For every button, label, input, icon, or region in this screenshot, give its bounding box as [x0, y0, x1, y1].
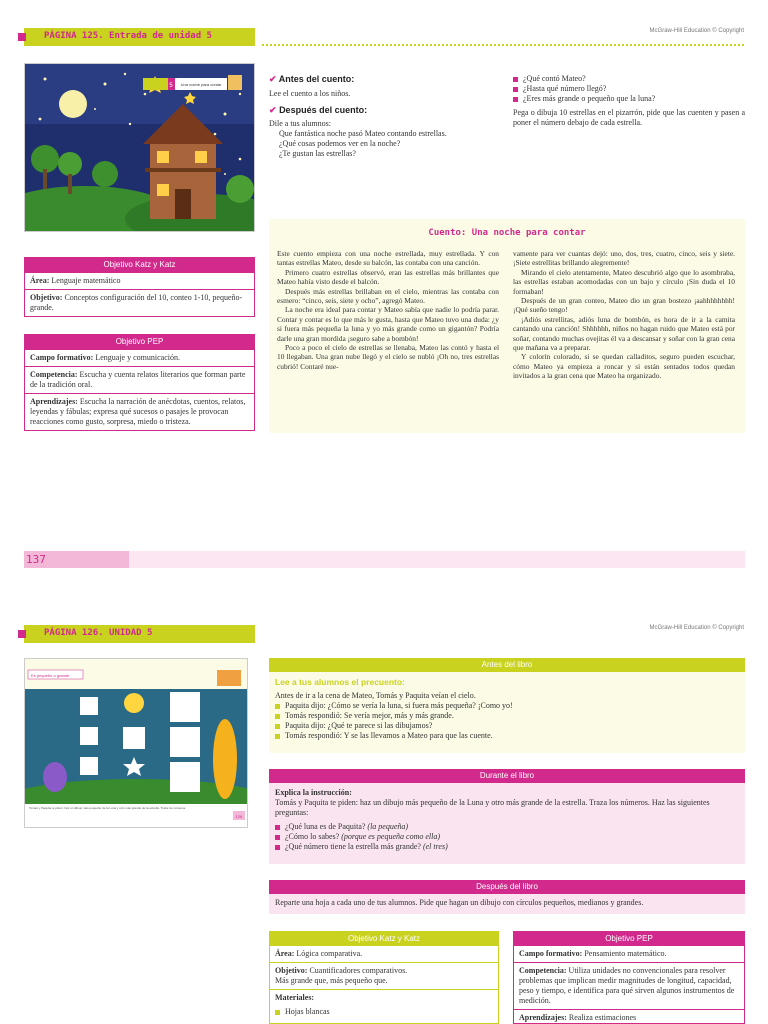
worksheet-illustration	[25, 659, 248, 828]
despues-cuento-line: ¿Qué cosas podemos ver en la noche?	[279, 139, 401, 148]
story-paragraph: vamente para ver cuantas dejó: uno, dos, tres, cuatro, cinco, seis y siete. ¡Siete estrellitas brillando alegremente!	[513, 249, 735, 268]
bottom-header-bar	[24, 625, 255, 643]
question-item: ¿Hasta qué número llegó?	[513, 84, 745, 94]
bottom-katz-box	[269, 931, 499, 1024]
story-paragraph: Primero cuatro estrellas observó, eran las estrellas más brillantes que Mateo había visto desde el balcón.	[277, 267, 499, 287]
story-paragraph: Después de un gran conteo, Mateo dio un gran bostezo ¡aahhhhhhhh! ¡Qué sueño tengo!	[513, 296, 735, 315]
antes-cuento-text: Lee el cuento a los niños.	[269, 89, 351, 98]
durante-libro-subtitle: Explica la instrucción:	[275, 788, 352, 797]
top-copyright: McGraw-Hill Education © Copyright	[649, 28, 744, 34]
objetivo-label: Objetivo:	[30, 293, 63, 302]
aprendizajes-label: Aprendizajes:	[519, 1013, 567, 1022]
campo-value: Lenguaje y comunicación.	[93, 353, 180, 362]
bottom-header-title: PÁGINA 126. UNIDAD 5	[44, 628, 153, 638]
antes-cuento-section	[269, 74, 504, 159]
durante-libro-box	[269, 769, 745, 864]
question-item: ¿Qué contó Mateo?	[513, 74, 745, 84]
objetivo-label: Objetivo:	[275, 966, 308, 975]
thumb-badge-num: 5	[169, 83, 173, 89]
objetivo-value: Conceptos configuración del 10, conteo 1-10, pequeño-grande.	[30, 293, 243, 312]
thumb-badge-text: Una noche para contar	[180, 82, 222, 87]
despues-cuento-title: Después del cuento:	[279, 105, 368, 115]
durante-libro-text: Tomás y Paquita te piden: haz un dibujo más pequeño de la Luna y otro más grande de la estrella. Traza los números. Haz las siguientes preguntas:	[275, 798, 710, 817]
header-square-icon	[18, 33, 26, 41]
material-item: Hojas blancas	[275, 1007, 493, 1017]
top-katz-box	[24, 257, 255, 317]
precuento-line: Tomás respondió: Y se las llevamos a Mateo para que las cuente.	[275, 731, 739, 741]
durante-libro-title: Durante el libro	[269, 769, 745, 783]
antes-libro-subtitle: Lee a tus alumnos el precuento:	[275, 677, 405, 687]
top-header-title: PÁGINA 125. Entrada de unidad 5	[44, 31, 212, 41]
antes-cuento-title: Antes del cuento:	[278, 74, 355, 84]
night-scene-illustration	[25, 64, 255, 232]
pep-box-title: Objetivo PEP	[514, 932, 744, 946]
story-title: Cuento: Una noche para contar	[428, 228, 586, 238]
story-paragraph: ¡Adiós estrellitas, adiós luna de bombón, es hora de ir a la camita cantando una canción! Shhhhhh, niños no hagan ruido que Mateo está por soñar, contando muchas ovejitas él va a descansar y soñar con la gran cena que mañana va a preparar.	[513, 314, 735, 353]
top-dotted-rule	[262, 44, 744, 46]
story-box	[269, 219, 745, 433]
objetivo-value-2: Más grande que, más pequeño que.	[275, 976, 388, 985]
campo-label: Campo formativo:	[30, 353, 94, 362]
question-item: ¿Eres más grande o pequeño que la luna?	[513, 94, 745, 104]
objetivo-value: Cuantificadores comparativos.	[307, 966, 408, 975]
story-column-1	[277, 249, 499, 371]
competencia-value: Utiliza unidades no convencionales para resolver problemas que implican medir magnitudes de longitud, capacidad, peso y tiempo, e identifica para qué sirven algunos instrumentos de medición.	[519, 966, 735, 1005]
check-icon: ✔	[269, 105, 277, 115]
antes-libro-box	[269, 658, 745, 753]
bottom-thumbnail	[24, 658, 248, 828]
header-square-icon	[18, 630, 26, 638]
despues-cuento-line: ¿Te gustan las estrellas?	[279, 149, 356, 158]
thumb-caption: Tomás y Paquita te piden: haz un dibujo más pequeño de la Luna y otro más grande de la estrella. Traza los números.	[29, 806, 187, 810]
competencia-label: Competencia:	[30, 370, 78, 379]
despues-libro-text: Reparte una hoja a cada uno de tus alumnos. Pide que hagan un dibujo con círculos pequeños, medianos y grandes.	[275, 898, 644, 907]
katz-box-title: Objetivo Katz y Katz	[270, 932, 498, 946]
materiales-label: Materiales:	[275, 993, 315, 1002]
story-column-2	[513, 249, 735, 381]
despues-libro-title: Después del libro	[269, 880, 745, 894]
aprendizajes-value: Realiza estimaciones	[566, 1013, 637, 1022]
area-label: Área:	[275, 949, 295, 958]
competencia-label: Competencia:	[519, 966, 567, 975]
aprendizajes-value: Escucha la narración de anécdotas, cuentos, relatos, leyendas y fábulas; expresa qué sucesos o pasajes le provocan reacciones como gusto, sorpresa, miedo o tristeza.	[30, 397, 246, 426]
precuento-line: Paquita dijo: ¿Cómo se vería la luna, si fuera más pequeña? ¡Como yo!	[275, 701, 739, 711]
question-item: ¿Qué luna es de Paquita? (la pequeña)	[275, 822, 739, 832]
top-pep-box	[24, 334, 255, 431]
antes-libro-intro: Antes de ir a la cena de Mateo, Tomás y Paquita veían el cielo.	[275, 691, 476, 700]
story-paragraph: Mirando el cielo atentamente, Mateo descubrió algo que lo asombraba, las estrellas estaban acomodadas con un bajo y círculo ¡Sin duda el 10 formaban!	[513, 267, 735, 296]
campo-label: Campo formativo:	[519, 949, 583, 958]
competencia-value: Escucha y cuenta relatos literarios que forman parte de la tradición oral.	[30, 370, 246, 389]
campo-value: Pensamiento matemático.	[582, 949, 667, 958]
thumb-title: Es pequeño o grande	[31, 673, 70, 678]
top-thumbnail	[24, 63, 255, 232]
story-paragraph: La noche era ideal para contar y Mateo sabía que nadie lo podría parar. Contar y contar es lo que más le gusta, hasta que Mateo tuvo una duda: ¿y si fuera más pequeña la luna y yo más grande como un gigantón? Podría darle una gran mordida ¡seguro sabe a bombón!	[277, 305, 499, 343]
despues-cuento-intro: Dile a tus alumnos:	[269, 119, 331, 128]
page-number-strip	[129, 551, 745, 568]
precuento-line: Paquita dijo: ¿Qué te parece si las dibujamos?	[275, 721, 739, 731]
story-paragraph: Y colorín colorado, si se quedan calladitos, seguro pueden escuchar, cómo Mateo ya empieza a roncar y si están sentados todos quedan invitados a la gran cena que Mateo ha organizado.	[513, 352, 735, 381]
question-item: ¿Cómo lo sabes? (porque es pequeña como ella)	[275, 832, 739, 842]
antes-libro-title: Antes del libro	[269, 658, 745, 672]
right-instruction-text: Pega o dibuja 10 estrellas en el pizarrón, pide que las cuenten y pasen a poner el número debajo de cada estrella.	[513, 108, 745, 127]
check-icon: ✔	[269, 74, 277, 84]
thumb-page: 126	[235, 814, 243, 819]
top-header-bar	[24, 28, 255, 46]
story-paragraph: Poco a poco el cielo de estrellas se llenaba, Mateo las contó y hasta el 10 llegaban. Una gran nube llegó y el cielo se nubló ¡Oh no, tres estrellas cubrió! Contaré nue-	[277, 343, 499, 371]
precuento-line: Tomás respondió: Se vería mejor, más y más grande.	[275, 711, 739, 721]
bottom-pep-box	[513, 931, 745, 1024]
despues-libro-box	[269, 880, 745, 914]
pep-box-title: Objetivo PEP	[25, 335, 254, 349]
top-right-questions	[513, 74, 745, 128]
page-number-bar	[24, 551, 129, 568]
area-label: Área:	[30, 276, 50, 285]
area-value: Lógica comparativa.	[294, 949, 363, 958]
question-item: ¿Qué número tiene la estrella más grande? (el tres)	[275, 842, 739, 852]
despues-cuento-line: Que fantástica noche pasó Mateo contando estrellas.	[279, 129, 447, 138]
page-number: 137	[26, 553, 46, 566]
area-value: Lenguaje matemático	[49, 276, 121, 285]
story-paragraph: Después más estrellas brillaban en el cielo, mientras las contaba con esmero: “cinco, seis, siete y ocho”, agregó Mateo.	[277, 286, 499, 306]
bottom-copyright: McGraw-Hill Education © Copyright	[649, 625, 744, 631]
katz-box-title: Objetivo Katz y Katz	[25, 258, 254, 272]
aprendizajes-label: Aprendizajes:	[30, 397, 78, 406]
story-paragraph: Este cuento empieza con una noche estrellada, muy estrellada. Y con tantas estrellas Mateo, desde su balcón, las contaba con una canción.	[277, 249, 499, 268]
